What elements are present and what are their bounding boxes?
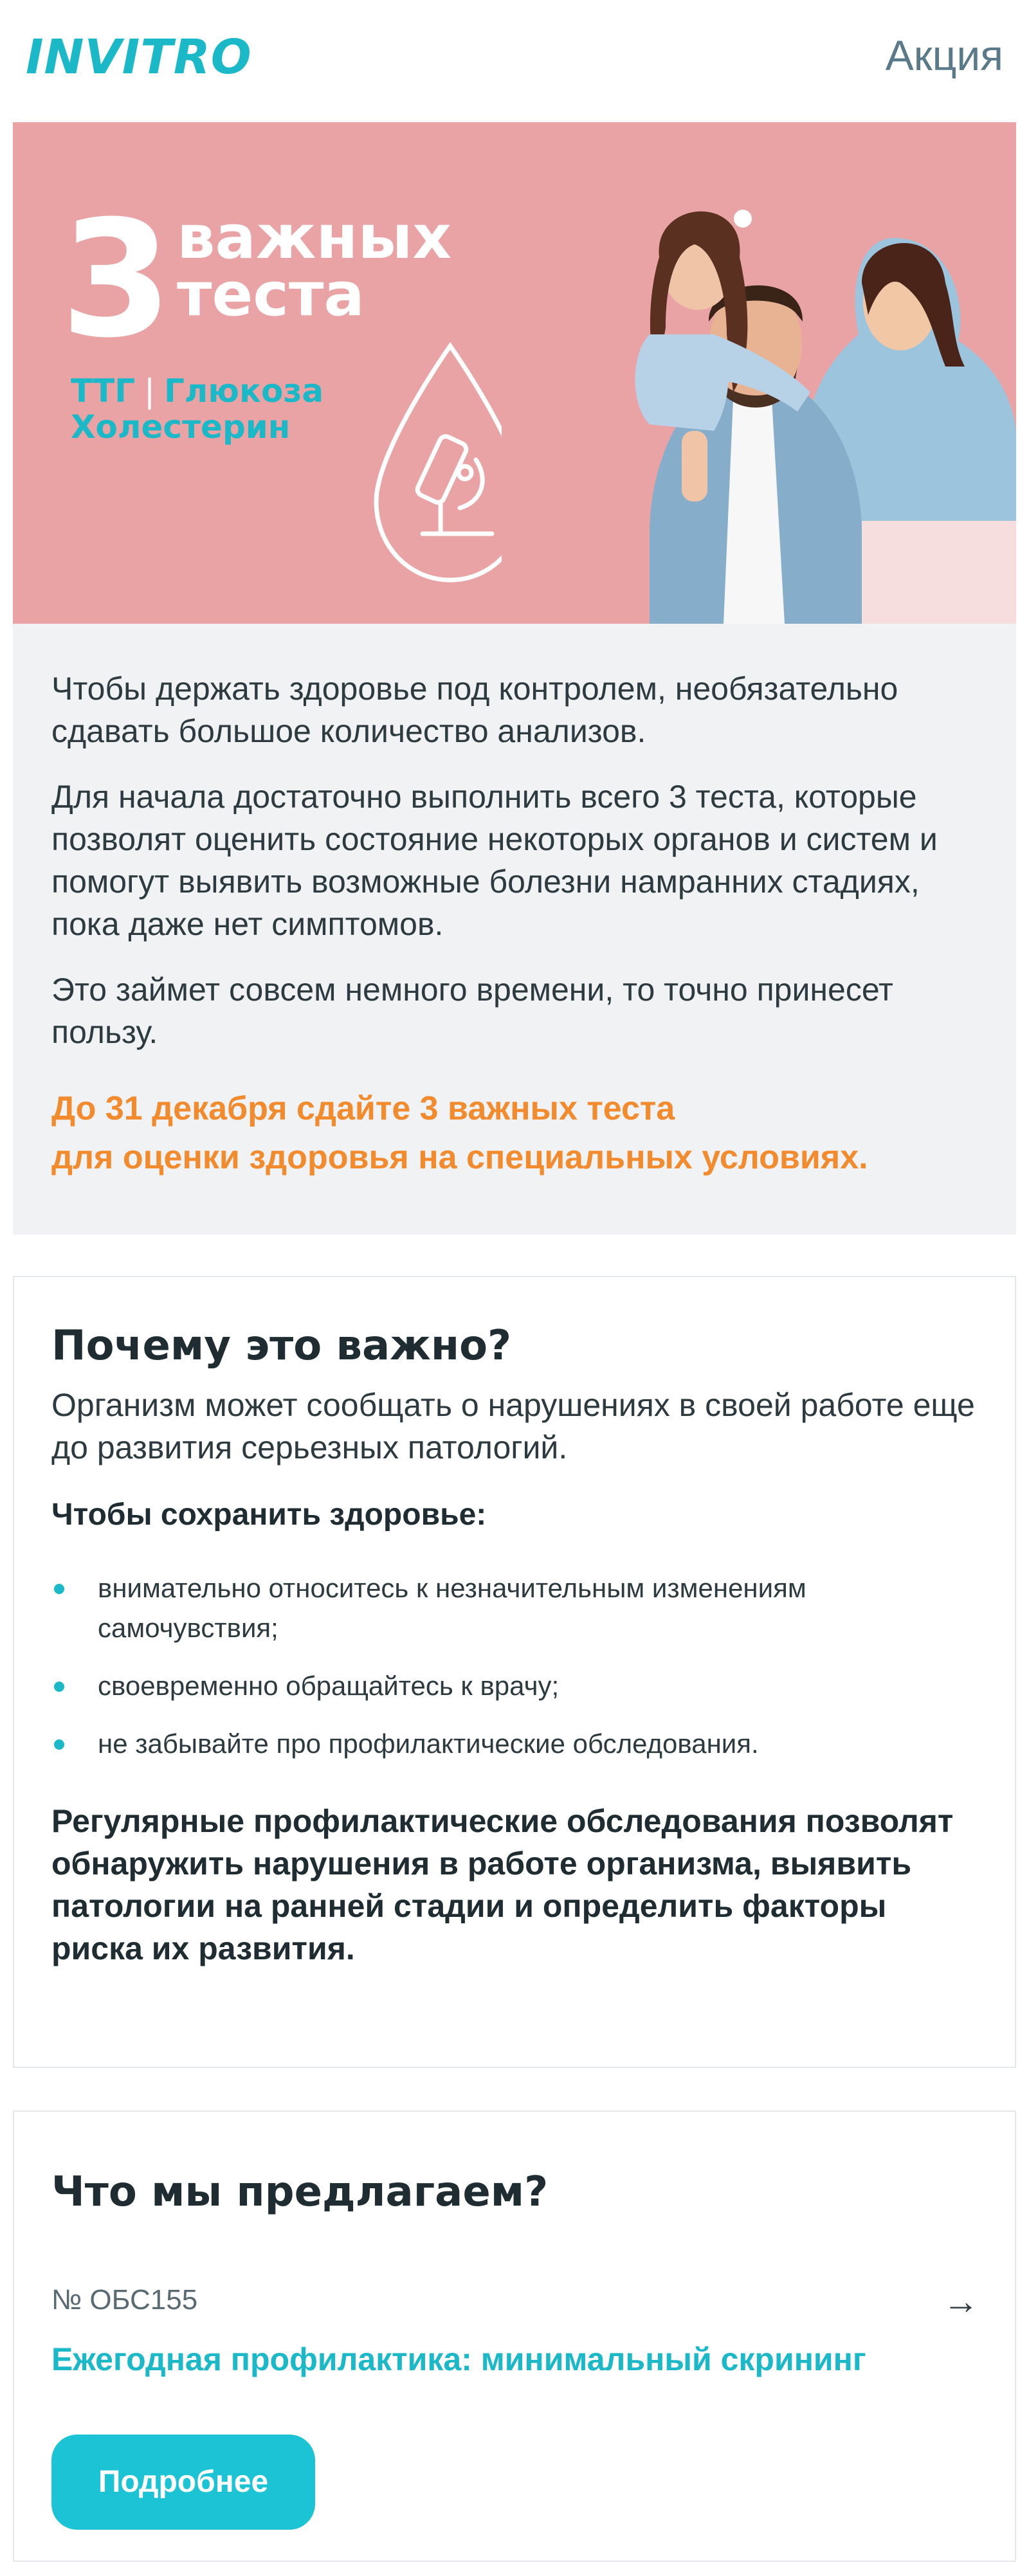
why-lead: Организм может сообщать о нарушениях в своей работе еще до развития серьезных патологий. <box>51 1387 975 1465</box>
hero-number: 3 <box>60 186 172 373</box>
invitro-logo[interactable]: INVITRO <box>26 30 252 85</box>
offer-card <box>13 2110 1016 2562</box>
why-subtitle: Чтобы сохранить здоровье: <box>51 1498 487 1532</box>
health-tips-list <box>51 1568 978 1764</box>
promo-label: Акция <box>885 32 1003 79</box>
list-item: внимательно относитесь к незначительным изменениям самочувствия; <box>51 1568 978 1648</box>
intro-section <box>13 624 1016 1235</box>
list-item: не забывайте про профилактические обследования. <box>51 1724 978 1764</box>
arrow-right-icon[interactable]: → <box>943 2281 979 2321</box>
list-item: своевременно обращайтесь к врачу; <box>51 1666 978 1706</box>
intro-paragraph-2: Для начала достаточно выполнить всего 3 теста, которые позволят оценить состояние некоторых органов и систем и помогут выявить возможные болезни намранних стадиях, пока даже нет симптомов. <box>51 779 938 942</box>
intro-paragraph-1: Чтобы держать здоровье под контролем, необязательно сдавать большое количество анализов. <box>51 671 898 749</box>
promo-highlight-line-1: До 31 декабря сдайте 3 важных теста <box>51 1090 675 1127</box>
product-code: № ОБС155 <box>51 2284 198 2316</box>
why-conclusion: Регулярные профилактические обследования позволят обнаружить нарушения в работе организма, выявить патологии на ранней стадии и определить факторы риска их развития. <box>51 1803 954 1966</box>
bullet-icon <box>54 1584 64 1594</box>
product-title-link[interactable]: Ежегодная профилактика: минимальный скрининг <box>51 2341 866 2377</box>
header <box>0 0 1029 122</box>
hero-word-2: теста <box>177 260 365 331</box>
hero-word-1: важных <box>177 203 452 273</box>
bullet-icon <box>54 1739 64 1750</box>
hero-tests <box>71 373 323 445</box>
why-important-card <box>13 1276 1016 2068</box>
promo-highlight-line-2: для оценки здоровья на специальных условиях. <box>51 1139 868 1176</box>
intro-paragraph-3: Это займет совсем немного времени, то точно принесет пользу. <box>51 972 893 1050</box>
details-button[interactable]: Подробнее <box>51 2435 315 2530</box>
hero-test-glucose: Глюкоза <box>163 372 324 410</box>
hero-test-cholesterol: Холестерин <box>71 408 291 446</box>
hero-test-tsh: ТТГ <box>71 372 136 410</box>
promo-highlight <box>51 1084 978 1182</box>
offer-title: Что мы предлагаем? <box>51 2168 549 2216</box>
why-title: Почему это важно? <box>51 1322 512 1370</box>
hero-banner <box>13 122 1016 624</box>
hero-separator: | <box>144 372 155 410</box>
bullet-icon <box>54 1682 64 1692</box>
hero-heading <box>177 203 452 331</box>
family-photo <box>502 122 1016 624</box>
